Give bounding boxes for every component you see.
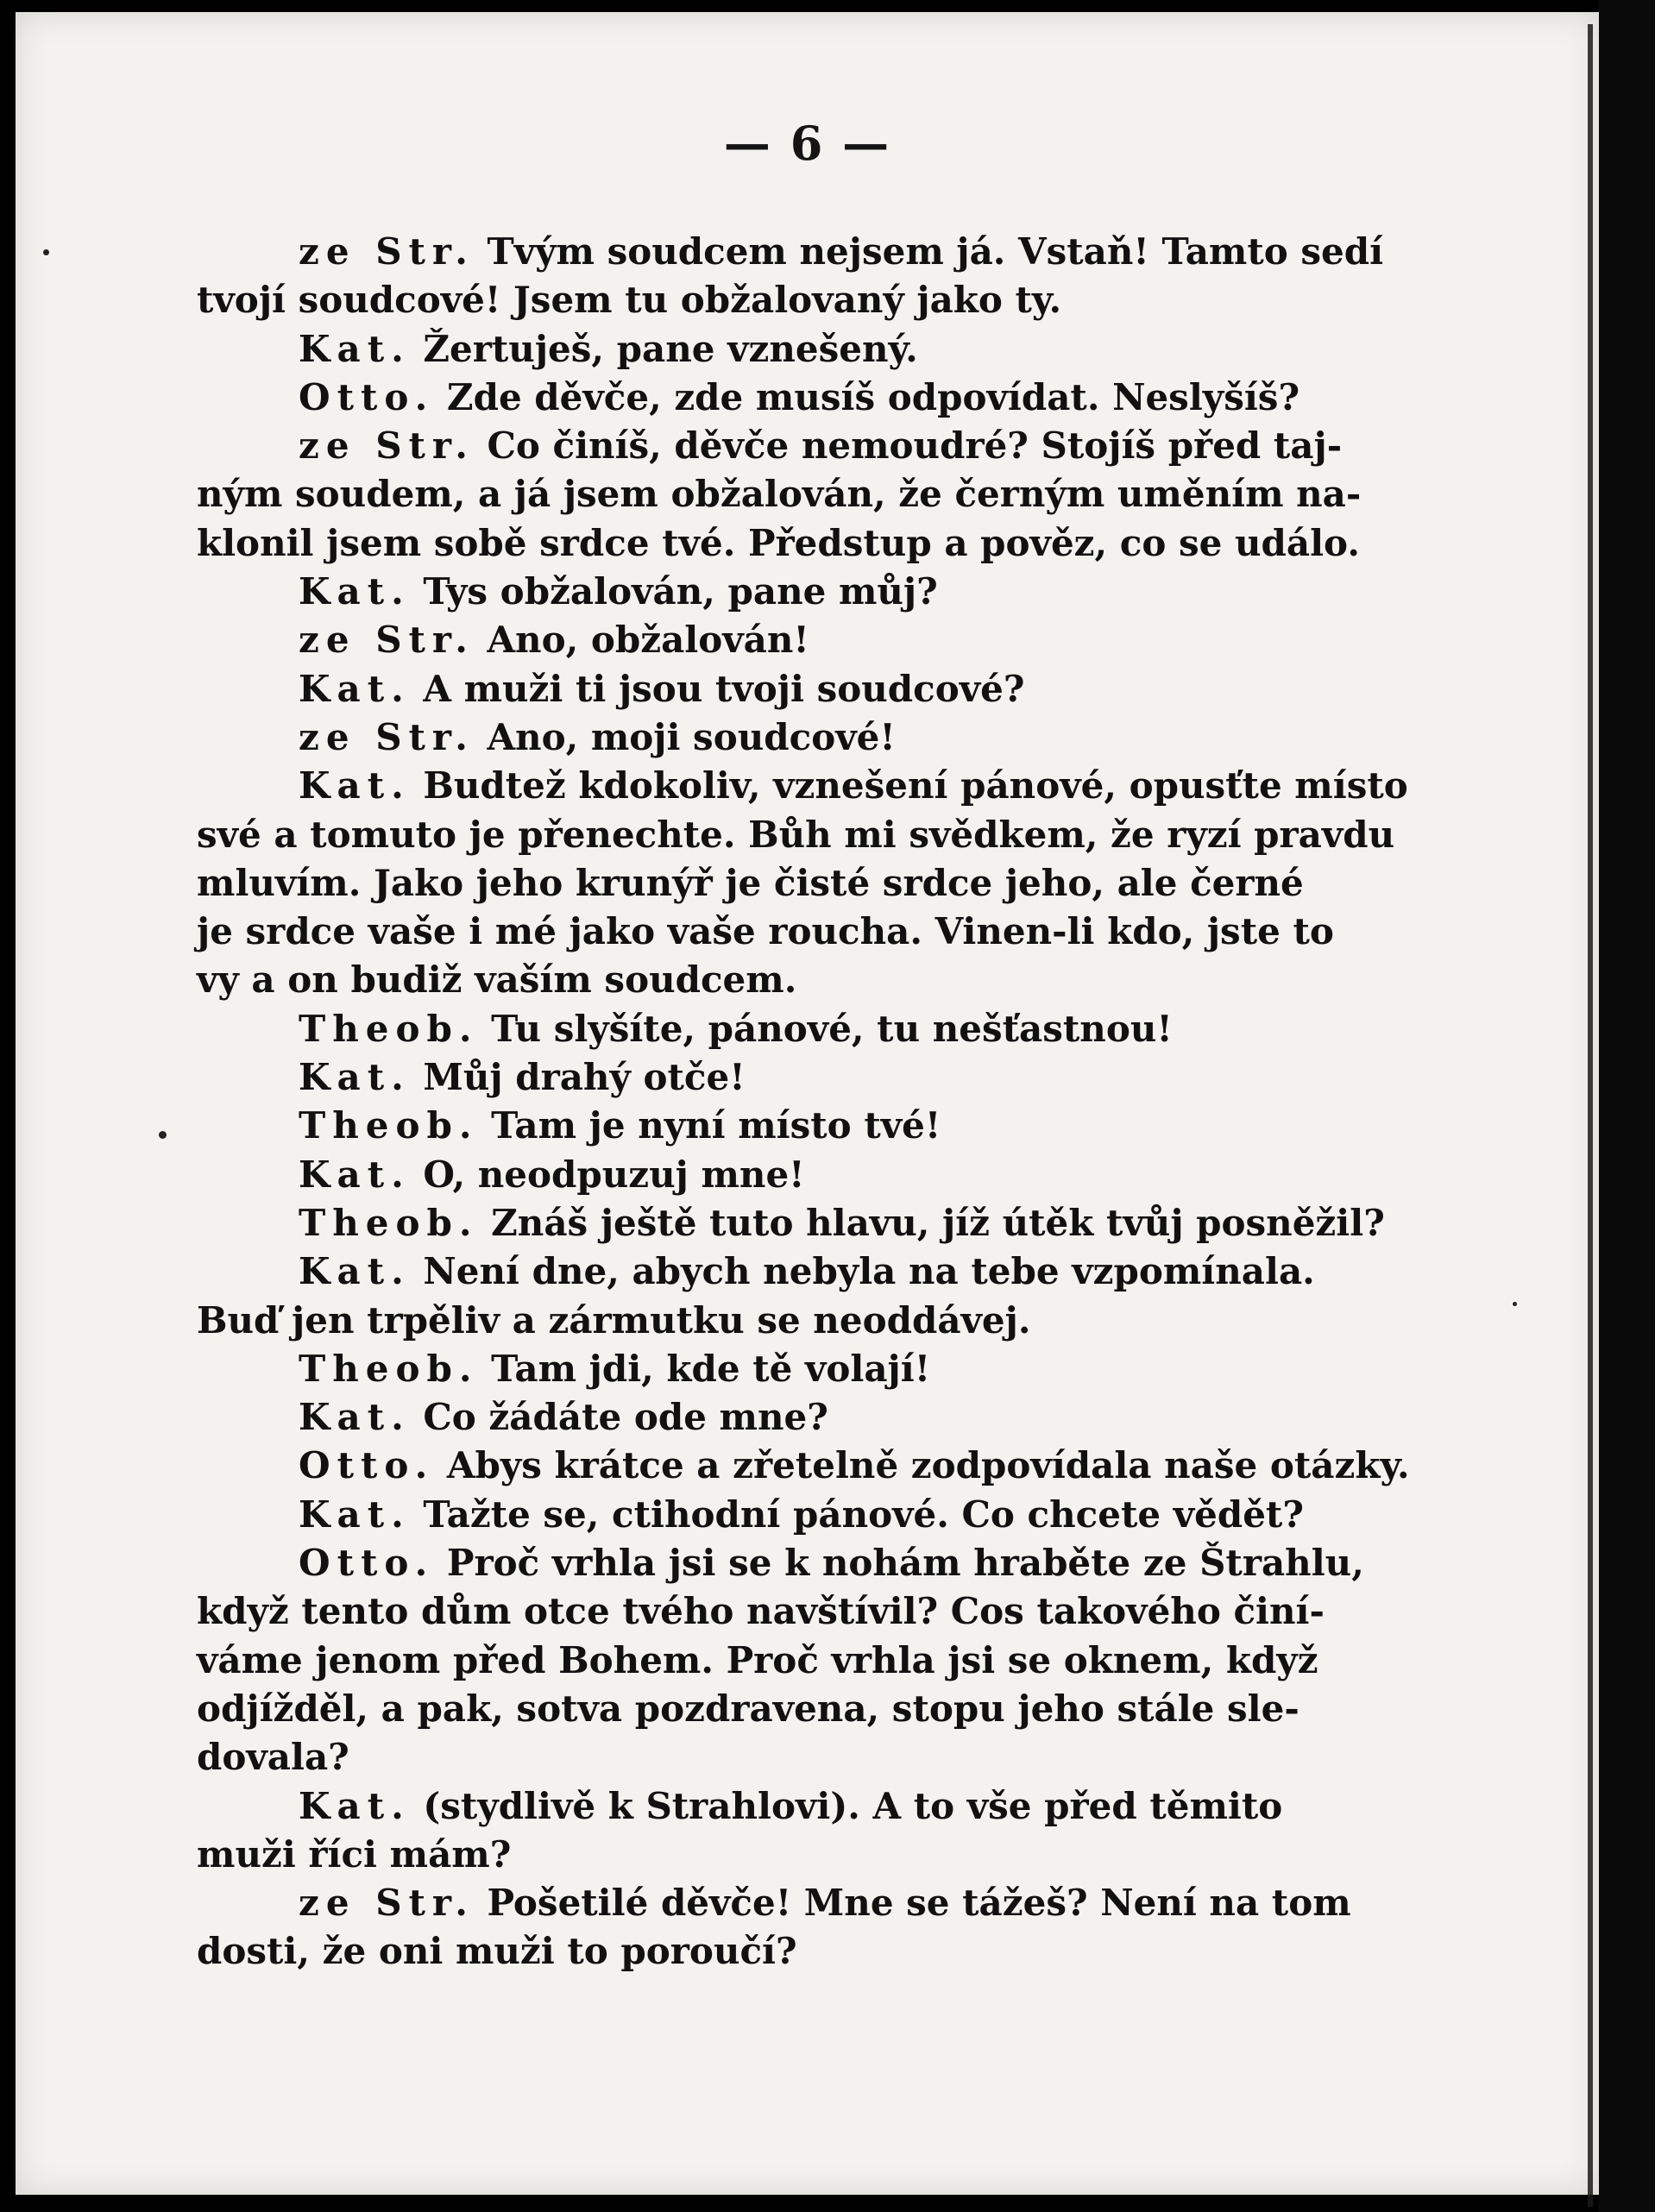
speaker-name: Kat. — [299, 1056, 411, 1099]
line-text: Ano, moji soudcové! — [474, 715, 896, 758]
text-line — [197, 665, 1474, 713]
page-number: — 6 — — [723, 116, 891, 171]
text-line — [197, 1733, 1474, 1782]
line-text: odjížděl, a pak, sotva pozdravena, stopu jeho stále sle- — [197, 1687, 1299, 1730]
text-line — [197, 1587, 1474, 1636]
text-line — [197, 1782, 1474, 1831]
text-line — [197, 859, 1474, 908]
text-line — [197, 1005, 1474, 1053]
speaker-name: Theob. — [299, 1007, 479, 1050]
text-line — [197, 1685, 1474, 1733]
line-text: Tu slyšíte, pánové, tu nešťastnou! — [478, 1007, 1173, 1050]
text-line — [197, 1442, 1474, 1490]
text-line — [197, 811, 1474, 859]
speaker-name: Otto. — [299, 375, 435, 418]
text-line — [197, 1831, 1474, 1879]
speaker-name: ze Str. — [299, 715, 475, 758]
line-text: Budtež kdokoliv, vznešení pánové, opusťte místo — [410, 764, 1408, 808]
text-line — [197, 1393, 1474, 1442]
speaker-name: Kat. — [299, 1250, 411, 1293]
line-text: mluvím. Jako jeho krunýř je čisté srdce jeho, ale černé — [197, 861, 1304, 904]
speaker-name: Kat. — [299, 667, 411, 710]
speaker-name: Kat. — [299, 1153, 411, 1196]
speaker-name: Kat. — [299, 327, 411, 370]
line-text: Znáš ještě tuto hlavu, jíž útěk tvůj posněžil? — [478, 1201, 1385, 1244]
line-text: Co činíš, děvče nemoudré? Stojíš před taj- — [474, 424, 1343, 468]
speaker-name: Kat. — [299, 764, 411, 808]
line-text: Tam jdi, kde tě volají! — [478, 1347, 931, 1390]
speaker-name: Theob. — [299, 1201, 479, 1244]
speaker-name: Theob. — [299, 1347, 479, 1390]
page-fold — [1588, 24, 1593, 2207]
text-line — [197, 1102, 1474, 1150]
line-text: Žertuješ, pane vznešený. — [410, 327, 918, 370]
text-line — [197, 325, 1474, 374]
text-line — [197, 616, 1474, 664]
text-line — [197, 374, 1474, 422]
line-text: O, neodpuzuj mne! — [410, 1153, 805, 1196]
text-line — [197, 1539, 1474, 1587]
line-text: Můj drahý otče! — [410, 1056, 746, 1099]
line-text: váme jenom před Bohem. Proč vrhla jsi se oknem, když — [197, 1638, 1318, 1681]
line-text: je srdce vaše i mé jako vaše roucha. Vinen-li kdo, jste to — [197, 910, 1334, 953]
line-text: Tam je nyní místo tvé! — [478, 1104, 941, 1147]
text-line — [197, 1637, 1474, 1685]
line-text: (stydlivě k Strahlovi). A to vše před těmito — [410, 1784, 1283, 1827]
text-line — [197, 1491, 1474, 1539]
line-text: vy a on budiž vaším soudcem. — [197, 958, 797, 1002]
line-text: muži říci mám? — [197, 1832, 512, 1876]
print-speck — [43, 249, 49, 255]
text-line — [197, 1297, 1474, 1345]
line-text: ným soudem, a já jsem obžalován, že černým uměním na- — [197, 473, 1362, 516]
speaker-name: Kat. — [299, 1396, 411, 1439]
line-text: tvojí soudcové! Jsem tu obžalovaný jako ty. — [197, 279, 1062, 322]
line-text: Proč vrhla jsi se k nohám hraběte ze Štrahlu, — [434, 1542, 1364, 1585]
line-text: Tys obžalován, pane můj? — [410, 570, 938, 613]
speaker-name: Kat. — [299, 1492, 411, 1536]
text-line — [197, 908, 1474, 956]
speaker-name: Otto. — [299, 1444, 435, 1487]
line-text: Abys krátce a zřetelně zodpovídala naše otázky. — [434, 1444, 1410, 1487]
line-text: dovala? — [197, 1736, 349, 1779]
line-text: Pošetilé děvče! Mne se tážeš? Není na tom — [474, 1882, 1351, 1925]
book-page — [16, 12, 1599, 2195]
text-line — [197, 1053, 1474, 1102]
play-text — [197, 228, 1474, 1976]
speaker-name: Theob. — [299, 1104, 479, 1147]
text-line — [197, 1199, 1474, 1247]
text-line — [197, 1879, 1474, 1927]
text-line — [197, 956, 1474, 1004]
line-text: A muži ti jsou tvoji soudcové? — [410, 667, 1025, 710]
speaker-name: Otto. — [299, 1542, 435, 1585]
text-line — [197, 1247, 1474, 1296]
speaker-name: ze Str. — [299, 230, 475, 273]
line-text: Tvým soudcem nejsem já. Vstaň! Tamto sedí — [474, 230, 1384, 273]
line-text: dosti, že oni muži to poroučí? — [197, 1930, 797, 1973]
scan-edge — [1599, 0, 1655, 2212]
text-line — [197, 470, 1474, 518]
line-text: Buď jen trpěliv a zármutku se neoddávej. — [197, 1298, 1031, 1342]
line-text: Co žádáte ode mne? — [410, 1396, 828, 1439]
line-text: Zde děvče, zde musíš odpovídat. Neslyšíš? — [434, 375, 1300, 418]
text-line — [197, 762, 1474, 810]
text-line — [197, 1345, 1474, 1393]
speaker-name: ze Str. — [299, 424, 475, 468]
line-text: Ano, obžalován! — [474, 619, 809, 662]
speaker-name: ze Str. — [299, 619, 475, 662]
speaker-name: Kat. — [299, 1784, 411, 1827]
text-line — [197, 568, 1474, 616]
text-line — [197, 1927, 1474, 1976]
line-text: klonil jsem sobě srdce tvé. Předstup a pověz, co se událo. — [197, 521, 1360, 564]
text-line — [197, 519, 1474, 568]
line-text: své a tomuto je přenechte. Bůh mi svědkem, že ryzí pravdu — [197, 813, 1395, 856]
print-speck — [159, 1131, 167, 1139]
text-line — [197, 1151, 1474, 1199]
line-text: Není dne, abych nebyla na tebe vzpomínala. — [410, 1250, 1315, 1293]
text-line — [197, 422, 1474, 470]
line-text: když tento dům otce tvého navštívil? Cos takového činí- — [197, 1590, 1325, 1633]
print-speck — [1513, 1302, 1517, 1306]
text-line — [197, 228, 1474, 276]
text-line — [197, 713, 1474, 762]
text-line — [197, 276, 1474, 324]
speaker-name: ze Str. — [299, 1882, 475, 1925]
speaker-name: Kat. — [299, 570, 411, 613]
line-text: Tažte se, ctihodní pánové. Co chcete vědět? — [410, 1492, 1304, 1536]
